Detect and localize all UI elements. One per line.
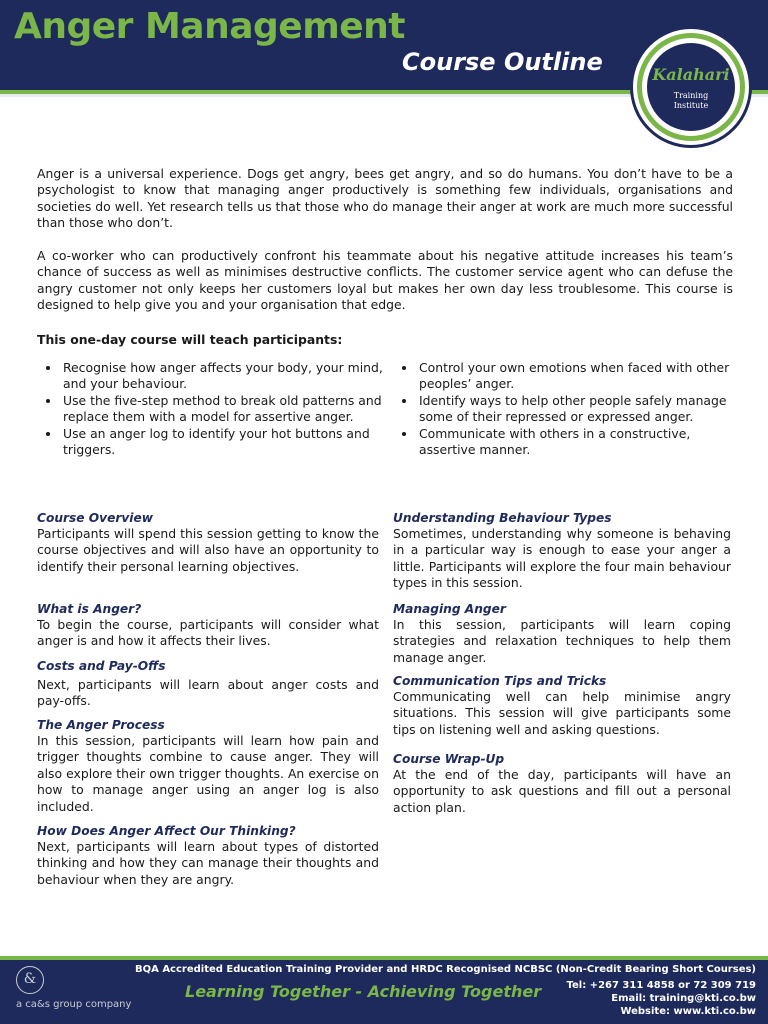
contact-website: Website: www.kti.co.bw — [620, 1006, 756, 1017]
list-item: Recognise how anger affects your body, your mind, and your behaviour. — [37, 360, 387, 393]
bullet-icon — [402, 399, 406, 403]
list-item: Identify ways to help other people safely manage some of their repressed or expressed anger. — [393, 393, 738, 426]
section-behaviour-types — [393, 510, 731, 592]
accreditation-text: BQA Accredited Education Training Provider and HRDC Recognised NCBSC (Non-Credit Bearing Short Courses) — [134, 964, 756, 975]
section-text: To begin the course, participants will consider what anger is and how it affects their lives. — [37, 617, 379, 649]
objectives-list-right — [393, 360, 738, 458]
section-heading: Managing Anger — [393, 602, 506, 616]
list-item: Use an anger log to identify your hot buttons and triggers. — [37, 426, 387, 459]
bullet-icon — [46, 399, 50, 403]
bullet-icon — [46, 366, 50, 370]
section-communication-tips — [393, 673, 731, 738]
section-heading: The Anger Process — [37, 718, 165, 732]
laurel-wreath-logo-icon — [630, 26, 752, 148]
footer-banner — [0, 960, 768, 1024]
section-text: Participants will spend this session getting to know the course objectives and will also have an opportunity to identify their personal learning objectives. — [37, 526, 379, 574]
page-subtitle: Course Outline — [402, 48, 603, 76]
objectives-list-left — [37, 360, 387, 458]
bullet-icon — [402, 432, 406, 436]
logo-subtitle-line2: Institute — [673, 101, 709, 110]
section-heading: Course Overview — [37, 511, 153, 525]
section-course-overview — [37, 510, 379, 575]
section-text: Next, participants will learn about anger costs and pay-offs. — [37, 677, 379, 709]
section-what-is-anger — [37, 601, 379, 650]
intro-paragraph-1: Anger is a universal experience. Dogs get angry, bees get angry, and so do humans. You don’t have to be a psychologist to know that managing anger productively is something few individuals, organisations and societies do well. Yet research tells us that those who do manage their anger at work are much more successful than those who don’t. — [37, 166, 733, 231]
section-managing-anger — [393, 601, 731, 666]
ampersand-logo-icon: & — [16, 966, 44, 994]
logo-brand-name: Kalahari — [652, 65, 730, 84]
section-text: Communicating well can help minimise angry situations. This session will give participants some tips on listening well and asking questions. — [393, 689, 731, 737]
section-anger-thinking — [37, 823, 379, 888]
section-text: Next, participants will learn about types of distorted thinking and how they can manage their thoughts and behaviour when they are angry. — [37, 839, 379, 887]
bullet-icon — [402, 366, 406, 370]
logo-subtitle-line1: Training — [673, 91, 709, 100]
logo-badge — [647, 43, 735, 131]
section-text: In this session, participants will learn coping strategies and relaxation techniques to help them manage anger. — [393, 617, 731, 665]
section-heading: How Does Anger Affect Our Thinking? — [37, 824, 296, 838]
page-title: Anger Management — [14, 6, 405, 47]
contact-tel: Tel: +267 311 4858 or 72 309 719 — [566, 980, 756, 991]
objectives-lead: This one-day course will teach participants: — [37, 332, 343, 347]
list-item: Control your own emotions when faced with other peoples’ anger. — [393, 360, 738, 393]
section-heading: Communication Tips and Tricks — [393, 674, 607, 688]
section-course-wrap-up — [393, 751, 731, 816]
bullet-icon — [46, 432, 50, 436]
intro-paragraph-2: A co-worker who can productively confront his teammate about his negative attitude increases his team’s chance of success as well as minimises destructive conflicts. The customer service agent who can defuse the angry customer not only keeps her customers loyal but makes her own day less troublesome. This course is designed to help give you and your organisation that edge. — [37, 248, 733, 313]
section-costs-and-pay-offs — [37, 658, 379, 710]
list-item: Use the five-step method to break old patterns and replace them with a model for assertive anger. — [37, 393, 387, 426]
section-heading: Understanding Behaviour Types — [393, 511, 612, 525]
section-text: In this session, participants will learn how pain and trigger thoughts combine to cause anger. They will also explore their own trigger thoughts. An exercise on how to manage anger using an anger log is also included. — [37, 733, 379, 814]
section-text: At the end of the day, participants will have an opportunity to ask questions and fill out a personal action plan. — [393, 767, 731, 815]
section-heading: Costs and Pay-Offs — [37, 659, 166, 673]
section-heading: What is Anger? — [37, 602, 142, 616]
slogan: Learning Together - Achieving Together — [185, 982, 542, 1001]
section-anger-process — [37, 717, 379, 815]
section-heading: Course Wrap-Up — [393, 752, 505, 766]
section-text: Sometimes, understanding why someone is behaving in a particular way is enough to ease your anger a little. Participants will explore the four main behaviour types in this session. — [393, 526, 731, 591]
contact-email: Email: training@kti.co.bw — [611, 993, 756, 1004]
group-caption: a ca&s group company — [16, 999, 132, 1010]
list-item: Communicate with others in a constructive, assertive manner. — [393, 426, 738, 459]
